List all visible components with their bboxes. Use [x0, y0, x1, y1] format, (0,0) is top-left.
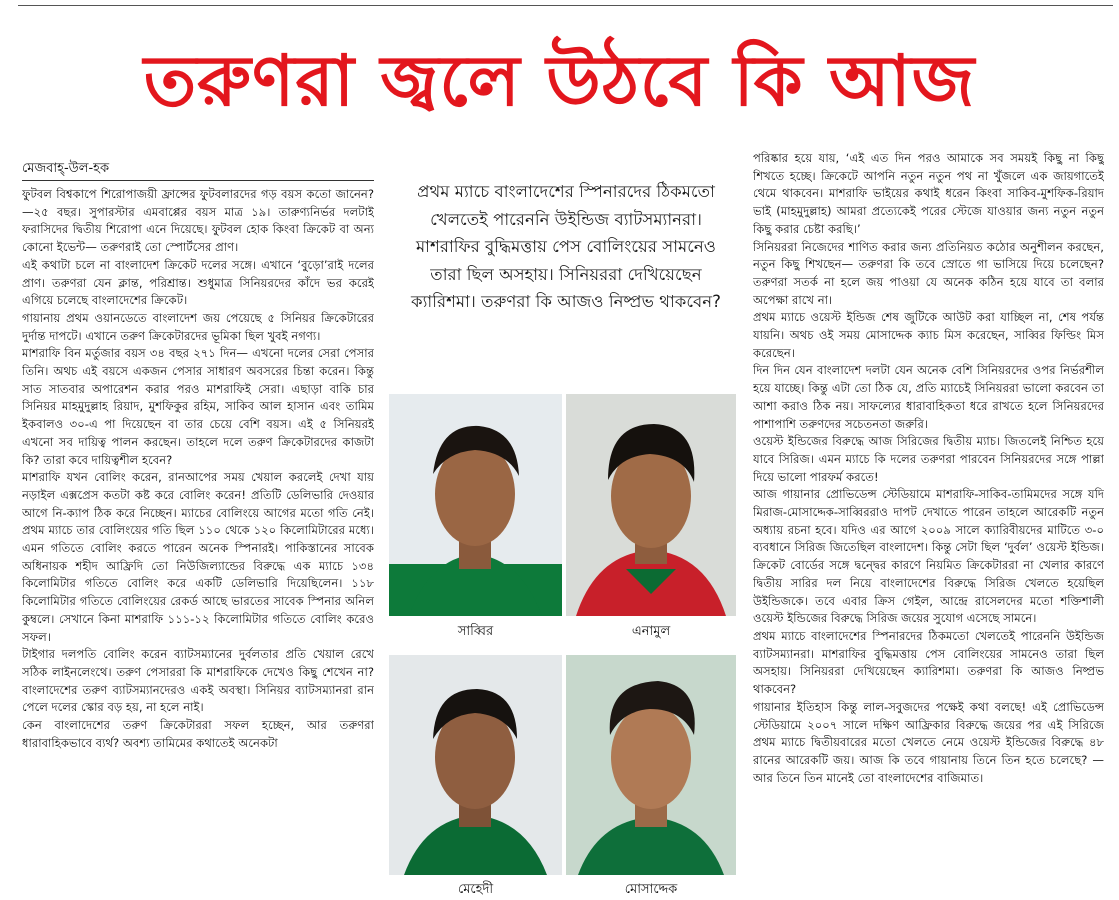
- pull-quote: প্রথম ম্যাচে বাংলাদেশের স্পিনারদের ঠিকমতো খেলতেই পারেননি উইন্ডিজ ব্যাটসম্যানরা। মাশরাফির বুদ্ধিমত্তায় পেস বোলিংয়ের সামনেও তারা ছিল অসহায়। সিনিয়ররা দেখিয়েছেন ক্যারিশমা। তরুণরা কি আজও নিষ্প্রভ থাকবেন?: [410, 182, 721, 311]
- paragraph: দিন দিন যেন বাংলাদেশ দলটা যেন অনেক বেশি সিনিয়রদের ওপর নির্ভরশীল হয়ে যাচ্ছে। কিন্তু এটা তো ঠিক যে, প্রতি ম্যাচেই সিনিয়ররা ভালো করবেন তা আশা করাও ঠিক নয়। সাফল্যের ধারাবাহিকতা ধরে রাখতে হলে সিনিয়রদের পাশাপাশি তরুণদের সচেতনতা জরুরি।: [753, 363, 1104, 431]
- headline: তরুণরা জ্বলে উঠবে কি আজ: [143, 40, 976, 122]
- paragraph: গায়ানার ইতিহাস কিন্তু লাল-সবুজদের পক্ষেই কথা বলছে! এই প্রোভিডেন্স স্টেডিয়ামে ২০০৭ সালে দক্ষিণ আফ্রিকার বিরুদ্ধে জয়ের পর এই সিরিজে প্রথম ম্যাচে দ্বিতীয়বারের মতো খেলতে নেমে ওয়েস্ট ইন্ডিজের বিরুদ্ধে ৪৮ রানের আরেকটি জয়। আজ কি তবে গায়ানায় তিনে তিন হতে চলেছে? —আর তিনে তিন মানেই তো বাংলাদেশের বাজিমাত।: [753, 699, 1104, 785]
- paragraph: গায়ানায় প্রথম ওয়ানডেতে বাংলাদেশ জয় পেয়েছে ৫ সিনিয়র ক্রিকেটারের দুর্দান্ত দাপটে। এখানে তরুণ ক্রিকেটারদের ভূমিকা ছিল খুবই নগণ্য।: [22, 310, 374, 343]
- paragraph: মাশরাফি যখন বোলিং করেন, রানআপের সময় খেয়াল করলেই দেখা যায় নড়াইল এক্সপ্রেস কতটা কষ্ট করে বোলিং করেন! প্রতিটি ডেলিভারি দেওয়ার আগে নি-ক্যাপ ঠিক করে নিচ্ছেন। ম্যাচের বোলিংয়ে আগের মতো গতি নেই। প্রথম ম্যাচে তার বোলিংয়ের গতি ছিল ১১০ থেকে ১২০ কিলোমিটারের মধ্যে। এমন গতিতে বোলিং করতে পারেন অনেক স্পিনারই। পাকিস্তানের সাবেক অধিনায়ক শহীদ আফ্রিদি তো নিউজিল্যান্ডের বিরুদ্ধে এক ম্যাচে ১৩৪ কিলোমিটার গতিতে বোলিং করে একটি ডেলিভারি দিয়েছিলেন। ১১৮ কিলোমিটার গতিতে বোলিংয়ের রেকর্ড আছে ভারতের সাবেক স্পিনার অনিল কুম্বলে। সেখানে কিনা মাশরাফি ১১১-১২ কিলোমিটার গতিতে বোলিং করেও সফল।: [22, 470, 374, 644]
- photo-caption: মোসাদ্দেক: [624, 882, 678, 897]
- player-photo-sabbir: [389, 394, 562, 616]
- paragraph: প্রথম ম্যাচে ওয়েস্ট ইন্ডিজ শেষ জুটিকে আউট করা যাচ্ছিল না, শেষ পর্যন্ত যায়নি। অথচ ওই সময় মোসাদ্দেক ক্যাচ মিস করেছেন, সাব্বির ফিল্ডিং মিস করেছেন।: [753, 310, 1104, 360]
- player-photo-mosaddek: [566, 655, 736, 875]
- paragraph: মাশরাফি বিন মর্তুজার বয়স ৩৪ বছর ২৭১ দিন— এখনো দলের সেরা পেসার তিনি। অথচ এই বয়সে একজন পেসার সাধারণ অবসরের চিন্তা করেন। কিন্তু সাত সাতবার অপারেশন করার পরও মাশরাফিই সেরা। এছাড়া বাকি চার সিনিয়র মাহমুদুল্লাহ রিয়াদ, মুশফিকুর রহিম, সাকিব আল হাসান এবং তামিম ইকবালও ৩০-এ পা দিয়েছেন বা তার চেয়ে বেশি বয়স। এই ৫ সিনিয়রই এখনো সব দায়িত্ব পালন করছেন। তাহলে দলে তরুণ ক্রিকেটারদের কাজটা কি? তারা কবে দায়িত্বশীল হবেন?: [22, 346, 374, 467]
- paragraph: পরিষ্কার হয়ে যায়, ‘এই এত দিন পরও আমাকে সব সময়ই কিছু না কিছু শিখতে হচ্ছে। ক্রিকেটে আপনি নতুন নতুন পথ না খুঁজলে এক জায়গাতেই থেমে থাকবেন। মাশরাফি ভাইয়ের কথাই ধরেন কিংবা সাকিব-মুশফিক-রিয়াদ ভাই (মাহমুদুল্লাহ) আমরা প্রত্যেকেই পরের স্টেজে যাওয়ার জন্য নতুন নতুন কিছু করার চেষ্টা করছি।’: [753, 151, 1104, 236]
- paragraph: সিনিয়ররা নিজেদের শাণিত করার জন্য প্রতিনিয়ত কঠোর অনুশীলন করছেন, নতুন কিছু শিখছেন— তরুণরা কি তবে স্রোতে গা ভাসিয়ে দিয়ে চলেছেন? তরুণরা সতর্ক না হলে জয় পাওয়া যে অনেক কঠিন হয়ে যাবে তা বলার অপেক্ষা রাখে না।: [753, 239, 1104, 307]
- portrait-image: [389, 394, 562, 616]
- paragraph: ওয়েস্ট ইন্ডিজের বিরুদ্ধে আজ সিরিজের দ্বিতীয় ম্যাচ। জিতলেই নিশ্চিত হয়ে যাবে সিরিজ। এমন ম্যাচে কি দলের তরুণরা পারবেন সিনিয়রদের সঙ্গে পাল্লা দিয়ে ভালো পারফর্ম করতে!: [753, 434, 1104, 484]
- player-photo-enamul: [566, 394, 736, 616]
- byline: মেজবাহ্-উল-হক: [22, 160, 374, 181]
- portrait-image: [566, 655, 736, 875]
- paragraph: প্রথম ম্যাচে বাংলাদেশের স্পিনারদের ঠিকমতো খেলতেই পারেননি উইন্ডিজ ব্যাটসম্যানরা। মাশরাফির বুদ্ধিমত্তায় পেস বোলিংয়ের সামনেও তারা ছিল অসহায়। সিনিয়ররা দেখিয়েছেন ক্যারিশমা। তরুণরা কি আজও নিষ্প্রভ থাকবেন?: [753, 628, 1104, 697]
- article-column-right: [753, 150, 1104, 898]
- top-rule: [18, 5, 1113, 6]
- portrait-image: [566, 394, 736, 616]
- paragraph: এই কথাটা চলে না বাংলাদেশ ক্রিকেট দলের সঙ্গে। এখানে ‘বুড়ো’রাই দলের প্রাণ। তরুণরা যেন ক্লান্ত, পরিশ্রান্ত। শুধুমাত্র সিনিয়রদের কাঁদে ভর করেই এগিয়ে চলেছে বাংলাদেশের ক্রিকেট।: [22, 257, 374, 308]
- paragraph: আজ গায়ানার প্রোভিডেন্স স্টেডিয়ামে মাশরাফি-সাকিব-তামিমদের সঙ্গে যদি মিরাজ-মোসাদ্দেক-সাব্বিররাও দাপট দেখাতে পারেন তাহলে আরেকটি নতুন অধ্যায় রচনা হবে। যদিও এর আগে ২০০৯ সালে ক্যারিবীয়দের মাটিতে ৩-০ ব্যবধানে সিরিজ জিতেছিল বাংলাদেশ। কিন্তু সেটা ছিল ‘দুর্বল’ ওয়েস্ট ইন্ডিজ। ক্রিকেট বোর্ডের সঙ্গে দ্বন্দ্বের কারণে নিয়মিত ক্রিকেটাররা না খেলার কারণে দ্বিতীয় সারির দল নিয়ে বাংলাদেশের বিরুদ্ধে সিরিজ খেলতে হয়েছিল উইন্ডিজকে। তবে এবার ক্রিস গেইল, আন্দ্রে রাসেলদের মতো শক্তিশালী ওয়েস্ট ইন্ডিজের বিরুদ্ধে সিরিজ জয়ের সুযোগ এসেছে সামনে।: [753, 487, 1104, 626]
- paragraph: কেন বাংলাদেশের তরুণ ক্রিকেটাররা সফল হচ্ছেন, আর তরুণরা ধারাবাহিকভাবে ব্যর্থ? অবশ্য তামিমের কথাতেই অনেকটা: [22, 718, 374, 750]
- player-photo-mehedi: [389, 655, 562, 875]
- paragraph: ফুটবল বিশ্বকাপে শিরোপাজয়ী ফ্রান্সের ফুটবলারদের গড় বয়স কতো জানেন?—২৫ বছর। সুপারস্টার এমবাপ্পের বয়স মাত্র ১৯। তারুণ্যনির্ভর দলটাই ফরাসিদের দ্বিতীয় শিরোপা এনে দিয়েছে। ফুটবল হোক কিংবা ক্রিকেট বা অন্য কোনো ইভেন্ট— তরুণরাই তো স্পোর্টসের প্রাণ।: [22, 187, 374, 255]
- portrait-image: [389, 655, 562, 875]
- photo-caption: সাব্বির: [457, 624, 494, 639]
- article-column-left: [22, 186, 374, 898]
- photo-caption: এনামুল: [631, 624, 671, 639]
- paragraph: টাইগার দলপতি বোলিং করেন ব্যাটসম্যানের দুর্বলতার প্রতি খেয়াল রেখে সঠিক লাইনলেংথে। তরুণ পেসাররা কি মাশরাফিকে দেখেও কিছু শেখেন না? বাংলাদেশের তরুণ ব্যাটসম্যানদেরও একই অবস্থা। সিনিয়র ব্যাটসম্যানরা রান পেলে দলের স্কোর বড় হয়, না হলে নাই।: [22, 647, 374, 715]
- photo-caption: মেহেদী: [457, 882, 494, 897]
